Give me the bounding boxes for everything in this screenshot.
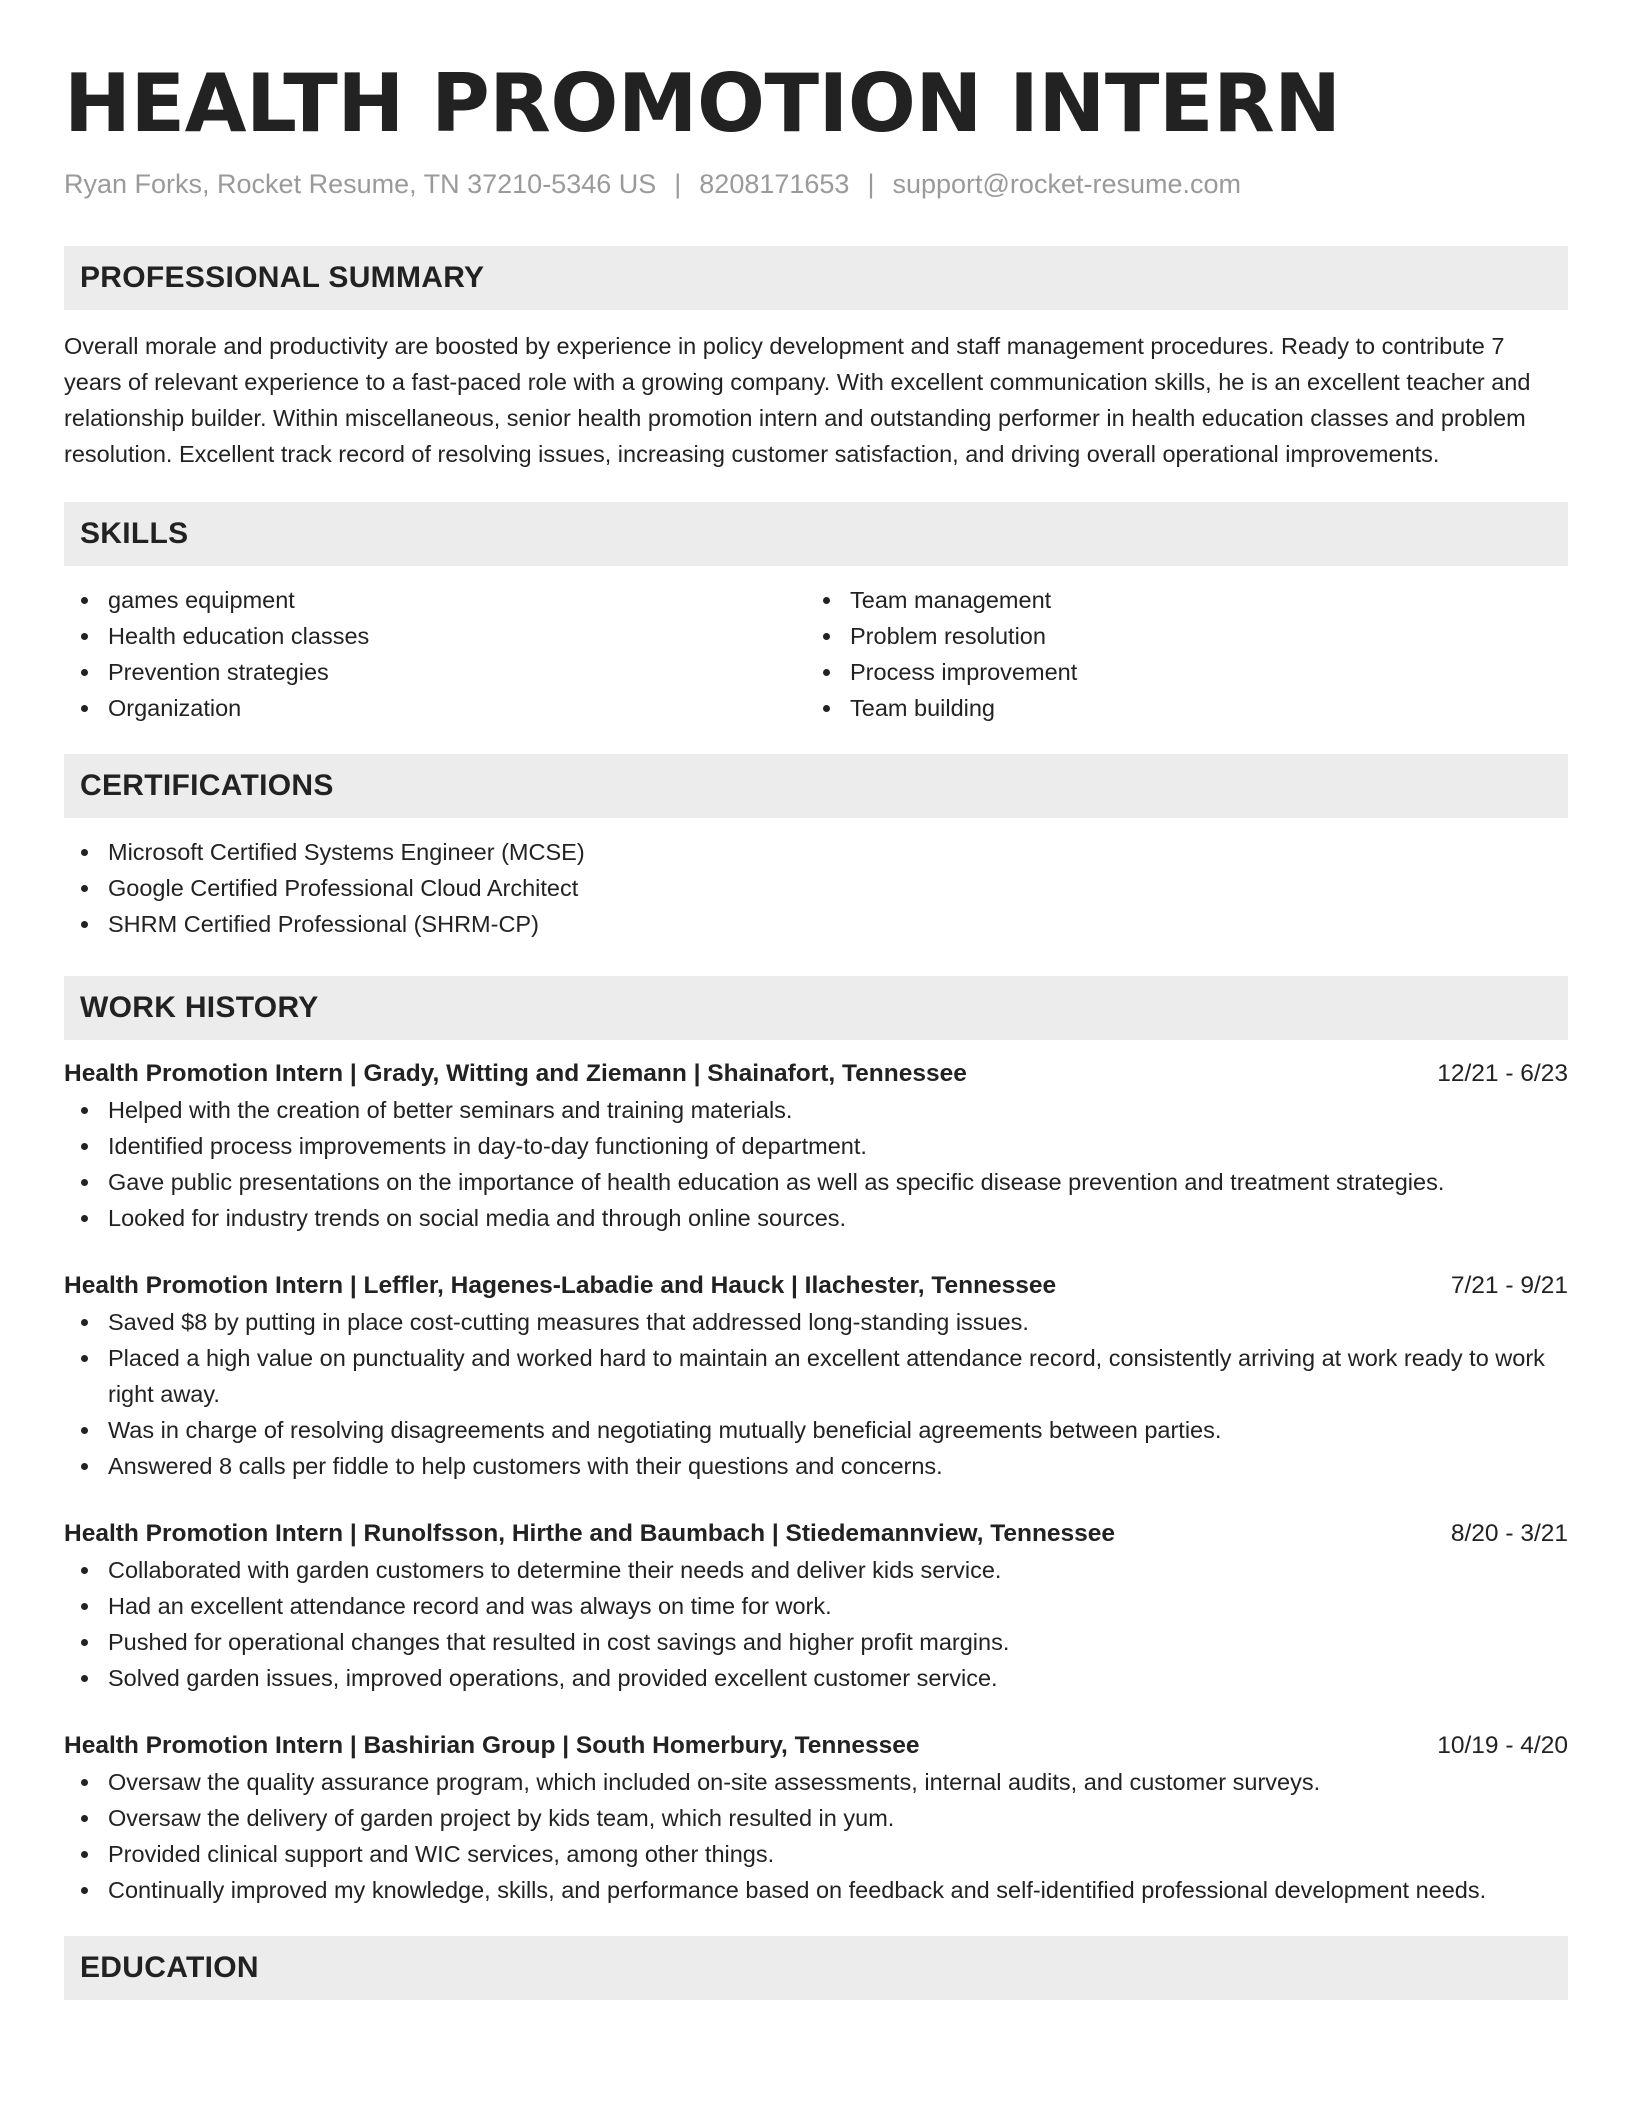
job-title: Health Promotion Intern | Runolfsson, Hirthe and Baumbach | Stiedemannview, Tennessee bbox=[64, 1520, 1116, 1547]
skill-item: Process improvement bbox=[806, 654, 1548, 690]
job-entry bbox=[64, 1728, 1568, 1908]
skill-item: Health education classes bbox=[64, 618, 806, 654]
certifications-list bbox=[64, 834, 1568, 942]
skills-column-left bbox=[64, 582, 806, 726]
job-dates: 7/21 - 9/21 bbox=[1450, 1272, 1568, 1299]
job-title: Health Promotion Intern | Grady, Witting and Ziemann | Shainafort, Tennessee bbox=[64, 1060, 967, 1087]
job-bullet: Was in charge of resolving disagreements and negotiating mutually beneficial agreements between parties. bbox=[64, 1412, 1568, 1448]
skill-item: Problem resolution bbox=[806, 618, 1548, 654]
job-bullets bbox=[64, 1552, 1568, 1696]
job-bullet: Answered 8 calls per fiddle to help customers with their questions and concerns. bbox=[64, 1448, 1568, 1484]
skills-list bbox=[64, 582, 1568, 726]
section-heading-certifications: CERTIFICATIONS bbox=[64, 754, 1568, 818]
job-header bbox=[64, 1056, 1568, 1092]
contact-email: support@rocket-resume.com bbox=[892, 169, 1241, 199]
section-heading-summary: PROFESSIONAL SUMMARY bbox=[64, 246, 1568, 310]
job-dates: 12/21 - 6/23 bbox=[1437, 1060, 1568, 1087]
skill-item: Team management bbox=[806, 582, 1548, 618]
job-bullet: Oversaw the delivery of garden project by kids team, which resulted in yum. bbox=[64, 1800, 1568, 1836]
job-bullet: Continually improved my knowledge, skills, and performance based on feedback and self-identified professional development needs. bbox=[64, 1872, 1568, 1908]
job-header bbox=[64, 1268, 1568, 1304]
job-bullet: Gave public presentations on the importance of health education as well as specific disease prevention and treatment strategies. bbox=[64, 1164, 1568, 1200]
job-bullet: Identified process improvements in day-to-day functioning of department. bbox=[64, 1128, 1568, 1164]
job-bullet: Helped with the creation of better seminars and training materials. bbox=[64, 1092, 1568, 1128]
job-dates: 10/19 - 4/20 bbox=[1437, 1732, 1568, 1759]
job-title: Health Promotion Intern | Leffler, Hagenes-Labadie and Hauck | Ilachester, Tennessee bbox=[64, 1272, 1057, 1299]
certification-item: SHRM Certified Professional (SHRM-CP) bbox=[64, 906, 1568, 942]
job-bullet: Looked for industry trends on social media and through online sources. bbox=[64, 1200, 1568, 1236]
job-bullet: Pushed for operational changes that resulted in cost savings and higher profit margins. bbox=[64, 1624, 1568, 1660]
job-bullets bbox=[64, 1092, 1568, 1236]
skills-column-right bbox=[806, 582, 1548, 726]
certification-item: Google Certified Professional Cloud Architect bbox=[64, 870, 1568, 906]
job-entry bbox=[64, 1268, 1568, 1484]
job-bullet: Solved garden issues, improved operations, and provided excellent customer service. bbox=[64, 1660, 1568, 1696]
job-bullet: Oversaw the quality assurance program, which included on-site assessments, internal audits, and customer surveys. bbox=[64, 1764, 1568, 1800]
contact-separator: | bbox=[674, 169, 682, 199]
job-bullet: Placed a high value on punctuality and worked hard to maintain an excellent attendance record, consistently arriving at work ready to work right away. bbox=[64, 1340, 1568, 1412]
skill-item: Prevention strategies bbox=[64, 654, 806, 690]
skill-item: Team building bbox=[806, 690, 1548, 726]
skill-item: Organization bbox=[64, 690, 806, 726]
summary-text: Overall morale and productivity are boosted by experience in policy development and staff management procedures. Ready to contribute 7 years of relevant experience to a fast-paced role with a growing company. With excellent communication skills, he is an excellent teacher and relationship builder. Within miscellaneous, senior health promotion intern and outstanding performer in health education classes and problem resolution. Excellent track record of resolving issues, increasing customer satisfaction, and driving overall operational improvements. bbox=[64, 333, 1531, 467]
job-header bbox=[64, 1728, 1568, 1764]
contact-phone: 8208171653 bbox=[699, 169, 850, 199]
job-entry bbox=[64, 1056, 1568, 1236]
section-heading-education: EDUCATION bbox=[64, 1936, 1568, 2000]
contact-line bbox=[64, 166, 1568, 202]
skill-item: games equipment bbox=[64, 582, 806, 618]
resume-name: HEALTH PROMOTION INTERN bbox=[64, 57, 1341, 150]
section-heading-work-history: WORK HISTORY bbox=[64, 976, 1568, 1040]
job-bullet: Had an excellent attendance record and was always on time for work. bbox=[64, 1588, 1568, 1624]
job-entry bbox=[64, 1516, 1568, 1696]
section-heading-skills: SKILLS bbox=[64, 502, 1568, 566]
contact-address: Ryan Forks, Rocket Resume, TN 37210-5346 US bbox=[64, 169, 657, 199]
job-bullet: Provided clinical support and WIC services, among other things. bbox=[64, 1836, 1568, 1872]
certification-item: Microsoft Certified Systems Engineer (MCSE) bbox=[64, 834, 1568, 870]
contact-separator: | bbox=[867, 169, 875, 199]
job-header bbox=[64, 1516, 1568, 1552]
job-dates: 8/20 - 3/21 bbox=[1450, 1520, 1568, 1547]
job-bullets bbox=[64, 1304, 1568, 1484]
job-bullet: Saved $8 by putting in place cost-cutting measures that addressed long-standing issues. bbox=[64, 1304, 1568, 1340]
job-bullet: Collaborated with garden customers to determine their needs and deliver kids service. bbox=[64, 1552, 1568, 1588]
job-bullets bbox=[64, 1764, 1568, 1908]
job-title: Health Promotion Intern | Bashirian Group | South Homerbury, Tennessee bbox=[64, 1732, 920, 1759]
